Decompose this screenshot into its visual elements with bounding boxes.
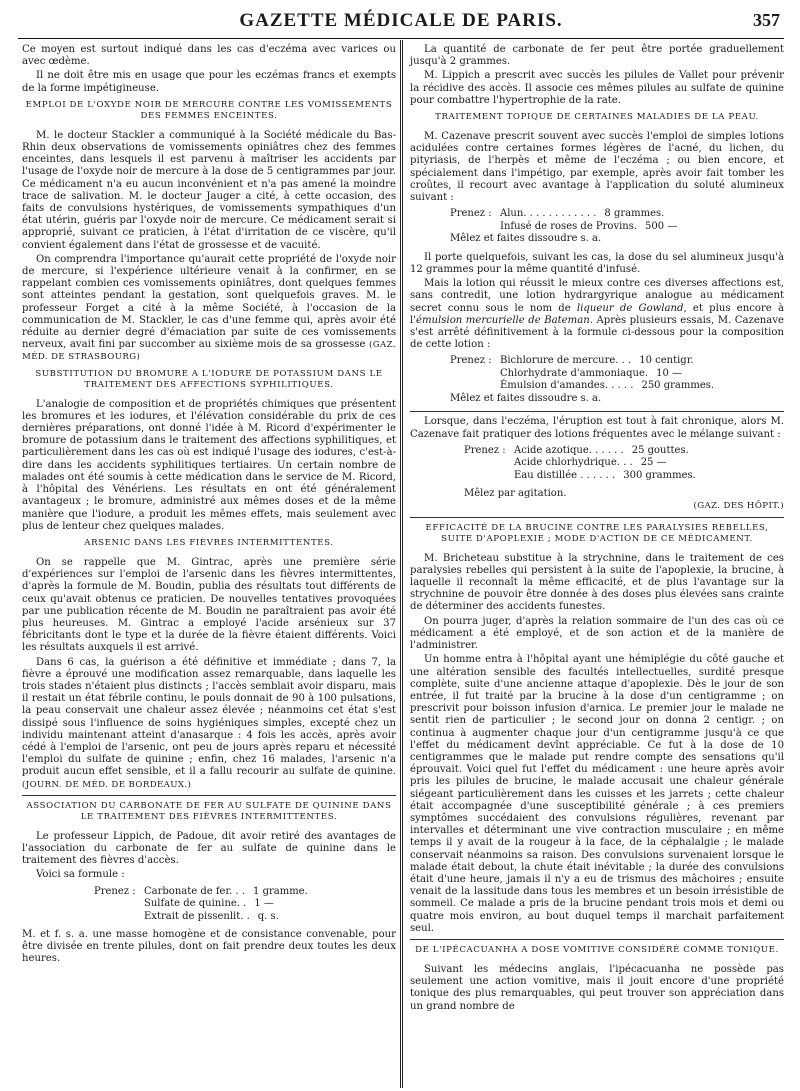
- paragraph: Lorsque, dans l'eczéma, l'éruption est tout à fait chronique, alors M. Cazenave fait pratiquer des lotions fréquentes avec le mélange suivant :: [410, 416, 784, 440]
- formula-quantity: 10 —: [656, 367, 682, 379]
- formula-row: [450, 368, 784, 381]
- paragraph-text: , et plus encore à l': [410, 302, 784, 326]
- formula-label: [94, 898, 144, 911]
- paragraph-text: Mais la lotion qui réussit le mieux contre ces diverses affections est, sans contredit, une lotion hydrargyrique analogue au médicament secret connu sous le nom de: [410, 278, 784, 314]
- formula-row: [450, 380, 784, 393]
- prescription-formula: [450, 208, 784, 246]
- section-title: SUBSTITUTION DU BROMURE A L'IODURE DE POTASSIUM DANS LE TRAITEMENT DES AFFECTIONS SYPHILITIQUES.: [35, 368, 383, 390]
- section-title: TRAITEMENT TOPIQUE DE CERTAINES MALADIES DE LA PEAU.: [435, 112, 759, 123]
- formula-row: [94, 911, 396, 924]
- formula-quantity: 1 —: [254, 898, 274, 910]
- left-column: [22, 44, 396, 968]
- page-number: 357: [753, 10, 780, 30]
- prescription-formula: [94, 886, 396, 924]
- page-header: [18, 8, 784, 42]
- journal-title: GAZETTE MÉDICALE DE PARIS.: [239, 10, 563, 31]
- formula-quantity: 250 grammes.: [641, 380, 715, 392]
- section-divider: [410, 517, 784, 518]
- formula-row: [450, 355, 784, 368]
- formula-ingredient: Eau distillée . . . . . .: [514, 469, 616, 481]
- paragraph: [22, 657, 396, 791]
- paragraph-text: Dans 6 cas, la guérison a été définitive et immédiate ; dans 7, la fièvre a éprouvé une modification assez remarquable, dans laquelle les trois stades n'étaient plus distincts ; l'accès semblait avoir disparu, mais il restait un état fébrile continu, le pouls donnait de 90 à 100 pulsations, la peau conservait une chaleur assez élevée ; néanmoins cet état s'est dissipé sous l'influence de soins hygiéniques simples, excepté chez un individu maintenant atteint d'anasarque : 4 fois les accès, après avoir cédé à l'emploi de l'arsenic, ont peu de jours après reparu et nécessité l'emploi du sulfate de quinine ; enfin, chez 16 malades, l'arsenic n'a produit aucun effet sensible, et il a fallu recourir au sulfate de quinine.: [22, 656, 396, 778]
- paragraph: M. Lippich a prescrit avec succès les pilules de Vallet pour prévenir la récidive des accès. Il associe ces mêmes pilules au sulfate de quinine pour combattre l'hypertrophie de la rate.: [410, 70, 784, 106]
- source-citation: (GAZ. MÉD. DE STRASBOURG): [22, 340, 397, 363]
- paragraph: Le professeur Lippich, de Padoue, dit avoir retiré des avantages de l'association du carbonate de fer au sulfate de quinine dans le traitement des fièvres d'accès.: [22, 830, 396, 867]
- paragraph: L'analogie de composition et de propriétés chimiques que présentent les bromures et les iodures, et l'élévation considérable du prix de ces dernières préparations, ont donné l'idée à M. Ricord d'expérimenter le bromure de potassium dans le traitement des affections syphilitiques, et particulièrement dans les cas où est indiqué l'usage des iodures, c'est-à-dire dans les accidents syphilitiques tertiaires. Un certain nombre de malades ont été soumis à cette médication dans le service de M. Ricord, à l'hôpital des Vénériens. Les résultats en ont été généralement avantageux ; le bromure, administré aux mêmes doses et de la même manière que l'iodure, a produit les mêmes effets, mais seulement avec plus de lenteur chez quelques malades.: [22, 398, 396, 532]
- formula-quantity: 10 centigr.: [639, 355, 694, 367]
- formula-ingredient: Émulsion d'amandes. . . . .: [500, 380, 634, 392]
- formula-label: Prenez :: [464, 444, 506, 456]
- formula-ingredient: Chlorhydrate d'ammoniaque.: [500, 367, 649, 379]
- paragraph: Suivant les médecins anglais, l'ipécacuanha ne possède pas seulement une action vomitive, mais il jouit encore d'une propriété tonique des plus remarquables, qui peut trouver son appréciation dans un grand nombre de: [410, 963, 784, 1012]
- formula-ingredient: Bichlorure de mercure. . .: [500, 355, 632, 367]
- formula-label: [94, 911, 144, 924]
- formula-row: [464, 445, 784, 458]
- paragraph: Ce moyen est surtout indiqué dans les cas d'eczéma avec varices ou avec œdème.: [22, 44, 396, 68]
- formula-row: [94, 886, 396, 899]
- formula-row: [464, 457, 784, 470]
- formula-quantity: 25 gouttes.: [631, 444, 689, 456]
- formula-row: [94, 898, 396, 911]
- formula-label: [450, 380, 500, 393]
- formula-label: Prenez :: [450, 355, 492, 367]
- paragraph: [22, 254, 396, 364]
- formula-note: Mêlez et faites dissoudre s. a.: [450, 392, 602, 404]
- formula-ingredient: Infusé de roses de Provins.: [500, 220, 638, 232]
- formula-note: Mêlez et faites dissoudre s. a.: [450, 233, 602, 245]
- section-title: ARSENIC DANS LES FIÈVRES INTERMITTENTES.: [84, 537, 334, 548]
- paragraph-text: . Après plusieurs essais, M. Cazenave s'est arrêté définitivement à la formule ci-dessous pour la composition de cette lotion :: [410, 314, 785, 351]
- section-divider: [410, 411, 784, 412]
- formula-quantity: 8 grammes.: [604, 208, 665, 220]
- formula-quantity: 1 gramme.: [253, 885, 308, 897]
- paragraph: [410, 278, 784, 351]
- right-column: [410, 44, 784, 1015]
- prescription-formula: [450, 355, 784, 405]
- paragraph: M. le docteur Stackler a communiqué à la Société médicale du Bas-Rhin deux observations de vomissements opiniâtres chez des femmes enceintes, dans lesquels il est parvenu à maîtriser les accidents par l'usage de l'oxyde noir de mercure à la dose de 5 centigrammes par jour. Ce médicament n'a eu aucun inconvénient et n'a pas amené la moindre trace de salivation. M. le docteur Jauger a cité, à cette occasion, des faits de convulsions hystériques, de vomissements sympathiques d'un état utérin, guéris par l'oxyde noir de mercure. Ce médicament serait si approprié, suivant ce praticien, à l'état d'irritation de ce viscère, qu'il convient également dans l'état de grossesse et de vacuité.: [22, 129, 396, 251]
- paragraph: M. Cazenave prescrit souvent avec succès l'emploi de simples lotions acidulées contre certaines formes légères de l'acné, du lichen, du pityriasis, de l'herpès et même de l'eczéma ; ou bien encore, et spécialement dans l'impétigo, par exemple, après avoir fait tomber les croûtes, il recourt avec avantage à l'application du soluté alumineux suivant :: [410, 131, 784, 204]
- formula-ingredient: Sulfate de quinine. .: [144, 898, 247, 910]
- prescription-formula: [464, 445, 784, 483]
- formula-ingredient: Acide azotique. . . . . .: [514, 444, 624, 456]
- paragraph: On se rappelle que M. Gintrac, après une première série d'expériences sur l'emploi de l'arsenic dans les fièvres intermittentes, d'après la formule de M. Boudin, publia des résultats tout différents de ceux qu'avait obtenus ce praticien. De nouvelles tentatives provoquées par une publication récente de M. Boudin ne paraîtraient pas avoir été plus heureuses. M. Gintrac a employé l'acide arsénieux sur 37 fébricitants dont le type et la durée de la fièvre étaient différents. Voici les résultats auxquels il est arrivé.: [22, 556, 396, 654]
- paragraph: Voici sa formule :: [36, 869, 125, 881]
- formula-ingredient: Alun. . . . . . . . . . . .: [500, 208, 597, 220]
- section-divider: [22, 795, 396, 796]
- formula-row: [450, 208, 784, 221]
- paragraph: Il ne doit être mis en usage que pour les eczémas francs et exempts de la forme impétigineuse.: [22, 70, 396, 94]
- formula-row: [450, 221, 784, 234]
- section-title: EFFICACITÉ DE LA BRUCINE CONTRE LES PARALYSIES REBELLES, SUITE D'APOPLEXIE ; MODE D'ACTION DE CE MÉDICAMENT.: [425, 522, 769, 544]
- formula-quantity: q. s.: [257, 910, 279, 922]
- italic-term: émulsion mercurielle de Bateman: [416, 314, 590, 326]
- formula-label: Prenez :: [450, 208, 492, 220]
- formula-label: [464, 470, 514, 483]
- formula-label: Prenez :: [94, 885, 136, 897]
- formula-label: [450, 368, 500, 381]
- header-rule: [18, 38, 784, 39]
- formula-ingredient: Extrait de pissenlit. .: [144, 910, 250, 922]
- formula-row: [464, 470, 784, 483]
- formula-quantity: 300 grammes.: [623, 469, 696, 481]
- paragraph: On pourra juger, d'après la relation sommaire de l'un des cas où ce médicament a été employé, et de son action et de la manière de l'administrer.: [410, 615, 784, 652]
- section-title: DE L'IPÉCACUANHA A DOSE VOMITIVE CONSIDÉRÉ COMME TONIQUE.: [415, 944, 779, 955]
- formula-ingredient: Acide chlorhydrique. . .: [514, 457, 633, 469]
- formula-quantity: 500 —: [645, 220, 678, 232]
- paragraph: Un homme entra à l'hôpital ayant une hémiplégie du côté gauche et une altération sensible des facultés intellectuelles, surdité presque complète, suite d'une ancienne attaque d'apoplexie. Dès le jour de son entrée, il fut traité par la brucine à la dose d'un centigramme ; on prescrivit pour boisson infusion d'arnica. Le premier jour le malade ne sentit rien de particulier ; le second jour on donna 2 centigr. ; on continua à augmenter chaque jour d'un centigramme jusqu'à ce que l'effet du médicament devînt appréciable. Ce fut à la dose de 10 centigrammes que le malade put rendre compte des sensations qu'il éprouvait. Voici quel fut l'effet du médicament : une heure après avoir pris les pilules de brucine, le malade accusait une chaleur générale siégeant particulièrement dans les cuisses et les jarrets ; cette chaleur était accompagnée d'une susceptibilité générale ; à ces premiers symptômes succédaient des convulsions régulières, revenant par intervalles et déterminant une vive contraction musculaire ; en même temps il y avait de la rougeur à la face, de la céphalalgie ; le malade conservait néanmoins sa raison. Des convulsions survenaient lorsque le malade était debout, la chute était inévitable ; la durée des convulsions était d'une heure, jamais il n'y a eu de trismus des mâchoires ; ensuite venait de la lassitude dans tous les membres et un besoin irrésistible de sommeil. Ce malade a pris de la brucine pendant trois mois et demi ou quatre mois environ, au bout duquel temps il marchait parfaitement seul.: [410, 654, 784, 934]
- source-citation: (JOURN. DE MÉD. DE BORDEAUX.): [22, 779, 192, 790]
- section-title: ASSOCIATION DU CARBONATE DE FER AU SULFATE DE QUININE DANS LE TRAITEMENT DES FIÈVRES INTERMITTENTES.: [26, 800, 392, 822]
- italic-term: liqueur de Gowland: [576, 302, 684, 314]
- formula-quantity: 25 —: [640, 457, 667, 469]
- paragraph-text: On comprendra l'importance qu'aurait cette propriété de l'oxyde noir de mercure, si l'expérience ultérieure venait à la confirmer, en se rappelant combien ces vomissements opiniâtres, dont quelques femmes sont atteintes pendant la gestation, sont quelquefois graves. M. le professeur Forget a cité à la même Société, à l'occasion de la communication de M. Stackler, le cas d'une femme qui, après avoir été réduite au dernier degré d'émaciation par suite de ces vomissements nerveux, avait fini par succomber au sixième mois de sa grossesse: [22, 253, 396, 351]
- section-title: EMPLOI DE L'OXYDE NOIR DE MERCURE CONTRE LES VOMISSEMENTS DES FEMMES ENCEINTES.: [25, 99, 393, 121]
- paragraph: M. Bricheteau substitue à la strychnine, dans le traitement de ces paralysies rebelles qui persistent à la suite de l'apoplexie, la brucine, à laquelle il reconnaît la même efficacité, et de plus l'avantage sur la strychnine de pouvoir être donnée à des doses plus élevées sans crainte de déterminer des accidents funestes.: [410, 552, 784, 613]
- source-citation: (GAZ. DES HÔPIT.): [693, 501, 784, 512]
- column-separator: [400, 40, 403, 1088]
- paragraph: M. et f. s. a. une masse homogène et de consistance convenable, pour être divisée en trente pilules, dont on fait prendre deux toutes les deux heures.: [22, 929, 396, 965]
- formula-note: Mêlez par agitation.: [464, 488, 567, 500]
- formula-ingredient: Carbonate de fer. . .: [144, 885, 246, 897]
- formula-label: [450, 221, 500, 234]
- section-divider: [410, 939, 784, 940]
- formula-label: [464, 457, 514, 470]
- paragraph: La quantité de carbonate de fer peut être portée graduellement jusqu'à 2 grammes.: [410, 44, 784, 68]
- paragraph: Il porte quelquefois, suivant les cas, la dose du sel alumineux jusqu'à 12 grammes pour la même quantité d'infusé.: [410, 251, 784, 275]
